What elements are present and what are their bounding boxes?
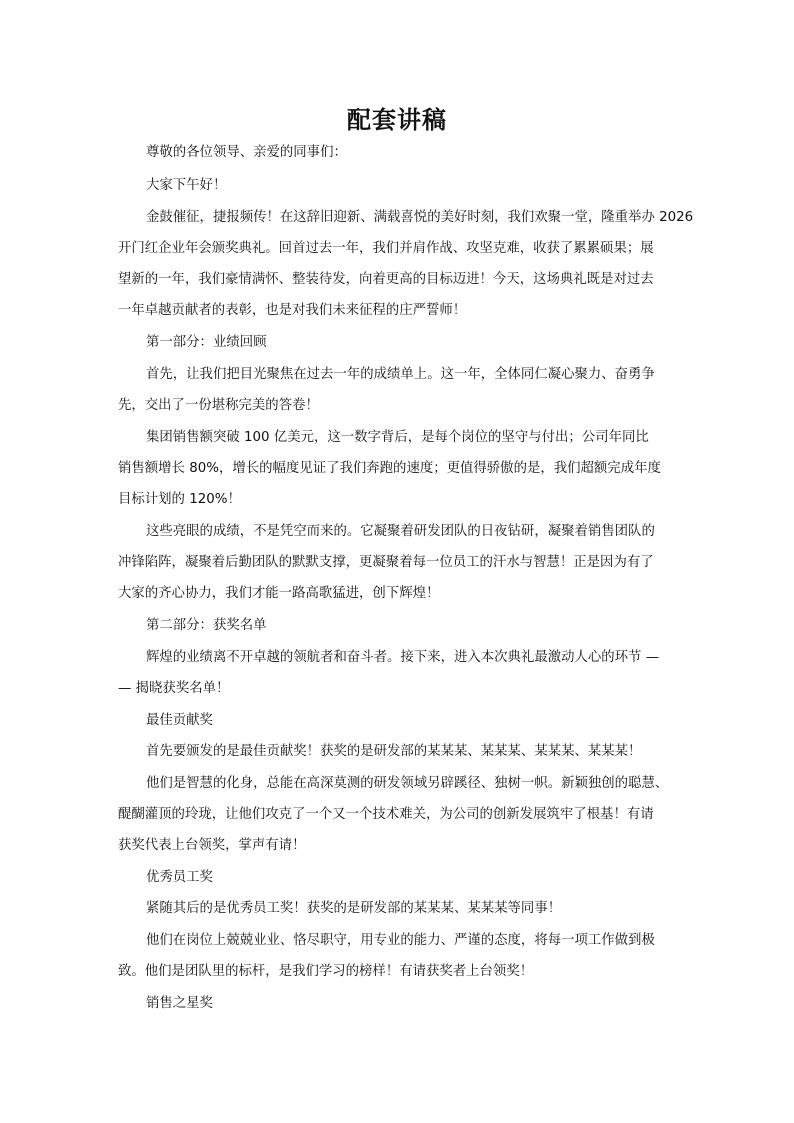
- text-line: 集团销售额突破 100 亿美元，这一数字背后，是每个岗位的坚守与付出；公司年同比: [146, 430, 649, 445]
- text-line: 首先，让我们把目光聚焦在过去一年的成绩单上。这一年，全体同仁凝心聚力、奋勇争: [146, 367, 655, 382]
- text-line: 辉煌的业绩离不开卓越的领航者和奋斗者。接下来，进入本次典礼最激动人心的环节 —: [146, 650, 660, 665]
- text-line: 首先要颁发的是最佳贡献奖！获奖的是研发部的某某某、某某某、某某某、某某某！: [146, 744, 642, 759]
- text-line: 先，交出了一份堪称完美的答卷！: [118, 398, 319, 413]
- text-line: 他们是智慧的化身，总能在高深莫测的研发领域另辟蹊径、独树一帜。新颖独创的聪慧、: [146, 776, 669, 791]
- text-line: 获奖代表上台领奖，掌声有请！: [118, 838, 306, 853]
- text-line: 紧随其后的是优秀员工奖！获奖的是研发部的某某某、某某某等同事！: [146, 901, 562, 916]
- text-line: 销售额增长 80%，增长的幅度见证了我们奔跑的速度；更值得骄傲的是，我们超额完成年度: [118, 461, 661, 476]
- text-line: 第一部分：业绩回顾: [146, 335, 267, 350]
- text-line: 一年卓越贡献者的表彰，也是对我们未来征程的庄严誓师！: [118, 303, 467, 318]
- text-line: 优秀员工奖: [146, 870, 213, 885]
- text-line: 望新的一年，我们豪情满怀、整装待发，向着更高的目标迈进！今天，这场典礼既是对过去: [118, 272, 654, 287]
- text-line: 第二部分：获奖名单: [146, 618, 267, 633]
- text-line: 尊敬的各位领导、亲爱的同事们：: [146, 145, 347, 160]
- text-line: 大家下午好！: [146, 178, 227, 193]
- text-line: 开门红企业年会颁奖典礼。回首过去一年，我们并肩作战、攻坚克难，收获了累累硕果；展: [118, 241, 654, 256]
- text-line: 销售之星奖: [146, 996, 213, 1011]
- text-line: 醍醐灌顶的玲珑，让他们攻克了一个又一个技术难关，为公司的创新发展筑牢了根基！有请: [118, 807, 654, 822]
- text-line: 致。他们是团队里的标杆，是我们学习的榜样！有请获奖者上台领奖！: [118, 964, 534, 979]
- text-line: — 揭晓获奖名单！: [118, 681, 230, 696]
- text-line: 大家的齐心协力，我们才能一路高歌猛进，创下辉煌！: [118, 586, 440, 601]
- text-line: 目标计划的 120%！: [118, 492, 241, 507]
- text-line: 他们在岗位上兢兢业业、恪尽职守，用专业的能力、严谨的态度，将每一项工作做到极: [146, 933, 655, 948]
- text-line: 金鼓催征，捷报频传！在这辞旧迎新、满载喜悦的美好时刻，我们欢聚一堂，隆重举办 2026: [146, 210, 694, 225]
- text-line: 这些亮眼的成绩，不是凭空而来的。它凝聚着研发团队的日夜钻研，凝聚着销售团队的: [146, 524, 655, 539]
- text-line: 最佳贡献奖: [146, 713, 213, 728]
- page-title: 配套讲稿: [347, 106, 447, 134]
- text-line: 冲锋陷阵，凝聚着后勤团队的默默支撑，更凝聚着每一位员工的汗水与智慧！正是因为有了: [118, 555, 654, 570]
